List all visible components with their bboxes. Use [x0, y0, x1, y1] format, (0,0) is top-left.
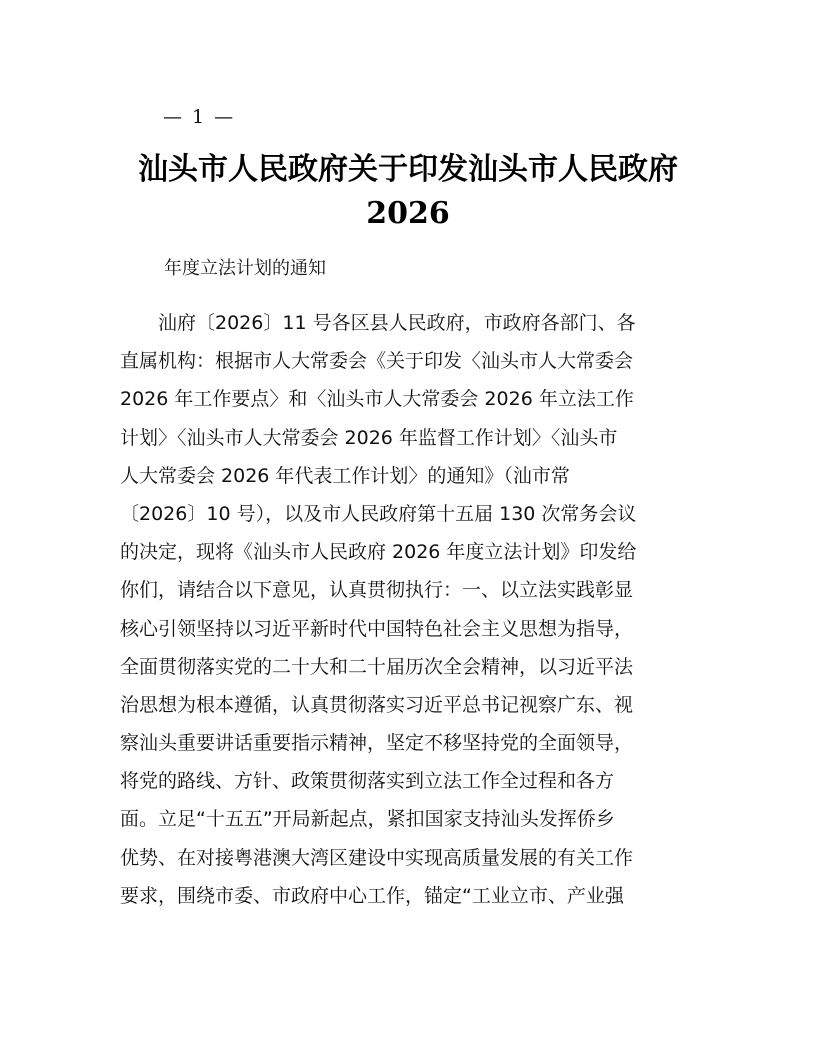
body-line: 核心引领坚持以习近平新时代中国特色社会主义思想为指导，: [120, 617, 634, 640]
body-line: 优势、在对接粤港澳大湾区建设中实现高质量发展的有关工作: [120, 846, 634, 869]
title-line: 2026: [366, 196, 450, 231]
body-line: 察汕头重要讲话重要指示精神，坚定不移坚持党的全面领导，: [120, 732, 634, 755]
body-line: 直属机构：根据市人大常委会《关于印发〈汕头市人大常委会: [120, 350, 634, 373]
body-line: 人大常委会 2026 年代表工作计划〉的通知》（汕市常: [120, 464, 570, 487]
document-title: [100, 148, 716, 236]
document-subtitle: 年度立法计划的通知: [164, 258, 326, 279]
body-line: 2026 年工作要点〉和〈汕头市人大常委会 2026 年立法工作: [120, 388, 634, 411]
body-line: 的决定，现将《汕头市人民政府 2026 年度立法计划》印发给: [120, 541, 637, 564]
body-line: 你们，请结合以下意见，认真贯彻执行：一、以立法实践彰显: [120, 579, 634, 602]
body-line: 将党的路线、方针、政策贯彻落实到立法工作全过程和各方: [120, 770, 615, 793]
body-line: 计划〉〈汕头市人大常委会 2026 年监督工作计划〉〈汕头市: [120, 426, 618, 449]
body-line: 治思想为根本遵循，认真贯彻落实习近平总书记视察广东、视: [120, 693, 634, 716]
body-text: [120, 304, 700, 915]
body-line: 要求，围绕市委、市政府中心工作，锚定“工业立市、产业强: [120, 884, 624, 907]
body-line: 全面贯彻落实党的二十大和二十届历次全会精神，以习近平法: [120, 655, 634, 678]
body-line: 面。立足“十五五”开局新起点，紧扣国家支持汕头发挥侨乡: [120, 808, 615, 831]
body-line: 〔2026〕10 号），以及市人民政府第十五届 130 次常务会议: [120, 502, 637, 525]
page-number: — 1 —: [163, 106, 236, 128]
body-line: 汕府〔2026〕11 号各区县人民政府，市政府各部门、各: [120, 312, 636, 334]
title-line: 汕头市人民政府关于印发汕头市人民政府: [138, 152, 678, 187]
